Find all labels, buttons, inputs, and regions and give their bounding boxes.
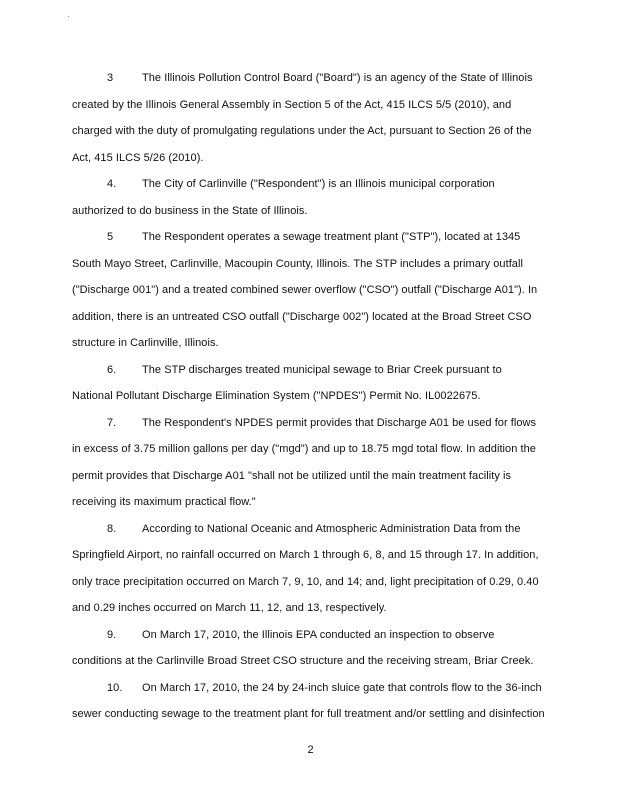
line-text: The Respondent operates a sewage treatment plant ("STP"), located at 1345 — [142, 231, 521, 243]
paragraph-number: 7. — [107, 416, 117, 429]
paragraph-line — [72, 494, 552, 521]
line-text: On March 17, 2010, the 24 by 24-inch sluice gate that controls flow to the 36-inch — [142, 681, 542, 694]
scan-speck — [68, 16, 69, 17]
line-text: National Pollutant Discharge Elimination System ("NPDES") Permit No. IL0022675. — [72, 390, 481, 402]
line-text: The STP discharges treated municipal sewage to Briar Creek pursuant to — [142, 363, 502, 376]
paragraph-line — [72, 547, 552, 574]
paragraph-first-line — [72, 627, 552, 654]
paragraph-line — [72, 653, 552, 680]
paragraph-number: 8. — [107, 522, 117, 535]
paragraph-number: 4. — [107, 178, 117, 190]
line-text: addition, there is an untreated CSO outfall ("Discharge 002") located at the Broad Street CSO — [72, 310, 532, 323]
paragraph-line — [72, 97, 552, 124]
paragraph-line — [72, 256, 552, 283]
paragraph-line — [72, 441, 552, 468]
line-text: The Illinois Pollution Control Board ("Board") is an agency of the State of Illinois — [142, 72, 533, 84]
paragraph-line — [72, 203, 552, 230]
paragraph-line — [72, 150, 552, 177]
paragraph-first-line — [72, 229, 552, 256]
paragraph-number: 6. — [107, 363, 117, 376]
paragraph-line — [72, 123, 552, 150]
paragraph-line — [72, 335, 552, 362]
line-text: conditions at the Carlinville Broad Street CSO structure and the receiving stream, Briar Creek. — [72, 655, 534, 667]
line-text: and 0.29 inches occurred on March 11, 12, and 13, respectively. — [72, 602, 387, 614]
line-text: According to National Oceanic and Atmospheric Administration Data from the — [142, 522, 521, 535]
paragraph-number: 9. — [107, 628, 117, 641]
line-text: structure in Carlinville, Illinois. — [72, 337, 219, 349]
line-text: permit provides that Discharge A01 "shall not be utilized until the main treatment facility is — [72, 469, 512, 482]
line-text: The Respondent's NPDES permit provides that Discharge A01 be used for flows — [142, 416, 537, 429]
line-text: created by the Illinois General Assembly in Section 5 of the Act, 415 ILCS 5/5 (2010), and — [72, 98, 512, 111]
line-text: charged with the duty of promulgating regulations under the Act, pursuant to Section 26 of the — [72, 125, 532, 137]
line-text: Springfield Airport, no rainfall occurred on March 1 through 6, 8, and 15 through 17. In addition, — [72, 549, 539, 561]
line-text: sewer conducting sewage to the treatment plant for full treatment and/or settling and disinfection — [72, 708, 545, 720]
line-text: receiving its maximum practical flow." — [72, 496, 256, 508]
paragraph-line — [72, 388, 552, 415]
paragraph-line — [72, 600, 552, 627]
paragraph-first-line — [72, 176, 552, 203]
line-text: authorized to do business in the State of Illinois. — [72, 204, 308, 217]
page-number: 2 — [307, 744, 314, 756]
line-text: only trace precipitation occurred on March 7, 9, 10, and 14; and, light precipitation of 0.29, 0.40 — [72, 575, 539, 588]
paragraph-first-line — [72, 680, 552, 707]
line-text: On March 17, 2010, the Illinois EPA conducted an inspection to observe — [142, 628, 495, 641]
paragraph-line — [72, 282, 552, 309]
paragraph-line — [72, 574, 552, 601]
paragraph-first-line — [72, 362, 552, 389]
line-text: The City of Carlinville ("Respondent") is an Illinois municipal corporation — [142, 178, 495, 190]
paragraph-line — [72, 309, 552, 336]
line-text: in excess of 3.75 million gallons per day ("mgd") and up to 18.75 mgd total flow. In addition the — [72, 443, 536, 455]
paragraph-number: 3 — [107, 72, 114, 84]
paragraph-line — [72, 468, 552, 495]
paragraph-first-line — [72, 521, 552, 548]
paragraph-number: 5 — [107, 231, 114, 243]
paragraph-first-line — [72, 415, 552, 442]
line-text: Act, 415 ILCS 5/26 (2010). — [72, 151, 204, 164]
paragraph-first-line — [72, 70, 552, 97]
paragraph-line — [72, 706, 552, 733]
line-text: South Mayo Street, Carlinville, Macoupin County, Illinois. The STP includes a primary outfall — [72, 257, 523, 270]
line-text: ("Discharge 001") and a treated combined sewer overflow ("CSO") outfall ("Discharge A01"). In — [72, 284, 538, 296]
document-body — [72, 70, 552, 733]
paragraph-number: 10. — [107, 681, 123, 694]
